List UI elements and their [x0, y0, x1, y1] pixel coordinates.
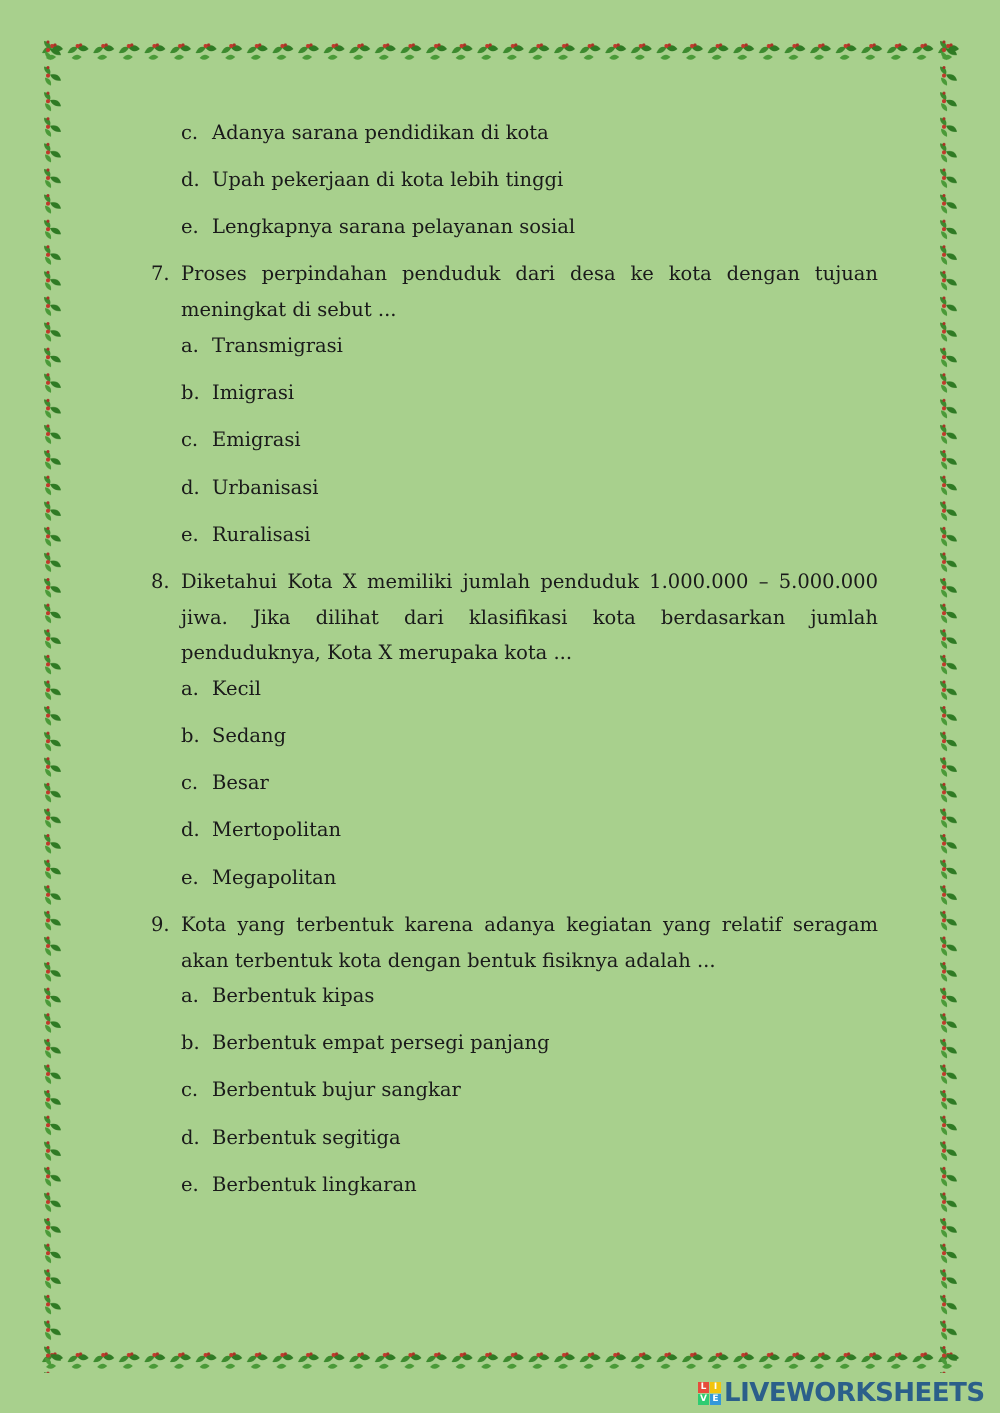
holly-border-top	[40, 38, 962, 64]
question-number: 9.	[151, 913, 170, 936]
question-9	[151, 907, 878, 978]
option-7c[interactable]: c. Emigrasi	[181, 428, 301, 451]
option-9a[interactable]: a. Berbentuk kipas	[181, 984, 375, 1007]
option-9d[interactable]: d. Berbentuk segitiga	[181, 1126, 401, 1149]
question-text: Kota yang terbentuk karena adanya kegiatan yang relatif seragam akan terbentuk kota dengan bentuk fisiknya adalah ...	[181, 913, 878, 972]
option-7b[interactable]: b. Imigrasi	[181, 381, 295, 404]
holly-border-bottom	[40, 1347, 962, 1373]
option-7e[interactable]: e. Ruralisasi	[181, 523, 311, 546]
holly-border-left-icon	[40, 38, 66, 1373]
watermark-text: LIVEWORKSHEETS	[724, 1378, 985, 1408]
badge-letter: I	[710, 1382, 721, 1393]
liveworksheets-logo-icon	[698, 1382, 721, 1405]
question-number: 8.	[151, 570, 170, 593]
option-8e[interactable]: e. Megapolitan	[181, 866, 337, 889]
question-8	[151, 564, 878, 671]
option-8b[interactable]: b. Sedang	[181, 724, 287, 747]
list-item: e. Lengkapnya sarana pelayanan sosial	[181, 215, 576, 238]
list-item: c. Adanya sarana pendidikan di kota	[181, 121, 549, 144]
badge-letter: L	[698, 1382, 709, 1393]
option-7d[interactable]: d. Urbanisasi	[181, 476, 319, 499]
badge-letter: E	[710, 1394, 721, 1405]
holly-border-top-icon	[40, 38, 962, 64]
question-text: Proses perpindahan penduduk dari desa ke kota dengan tujuan meningkat di sebut ...	[181, 262, 878, 321]
option-9c[interactable]: c. Berbentuk bujur sangkar	[181, 1078, 461, 1101]
option-9b[interactable]: b. Berbentuk empat persegi panjang	[181, 1031, 550, 1054]
holly-border-left	[40, 38, 66, 1373]
option-8d[interactable]: d. Mertopolitan	[181, 818, 342, 841]
option-8c[interactable]: c. Besar	[181, 771, 269, 794]
option-9e[interactable]: e. Berbentuk lingkaran	[181, 1173, 417, 1196]
question-number: 7.	[151, 262, 170, 285]
list-item: d. Upah pekerjaan di kota lebih tinggi	[181, 168, 564, 191]
holly-border-bottom-icon	[40, 1347, 962, 1373]
question-text: Diketahui Kota X memiliki jumlah penduduk 1.000.000 – 5.000.000 jiwa. Jika dilihat dari klasifikasi kota berdasarkan jumlah penduduknya, Kota X merupaka kota ...	[181, 570, 878, 664]
option-7a[interactable]: a. Transmigrasi	[181, 334, 343, 357]
holly-border-right	[936, 38, 962, 1373]
question-7	[151, 256, 878, 327]
liveworksheets-watermark	[698, 1378, 985, 1408]
badge-letter: V	[698, 1394, 709, 1405]
holly-border-right-icon	[936, 38, 962, 1373]
option-8a[interactable]: a. Kecil	[181, 677, 261, 700]
